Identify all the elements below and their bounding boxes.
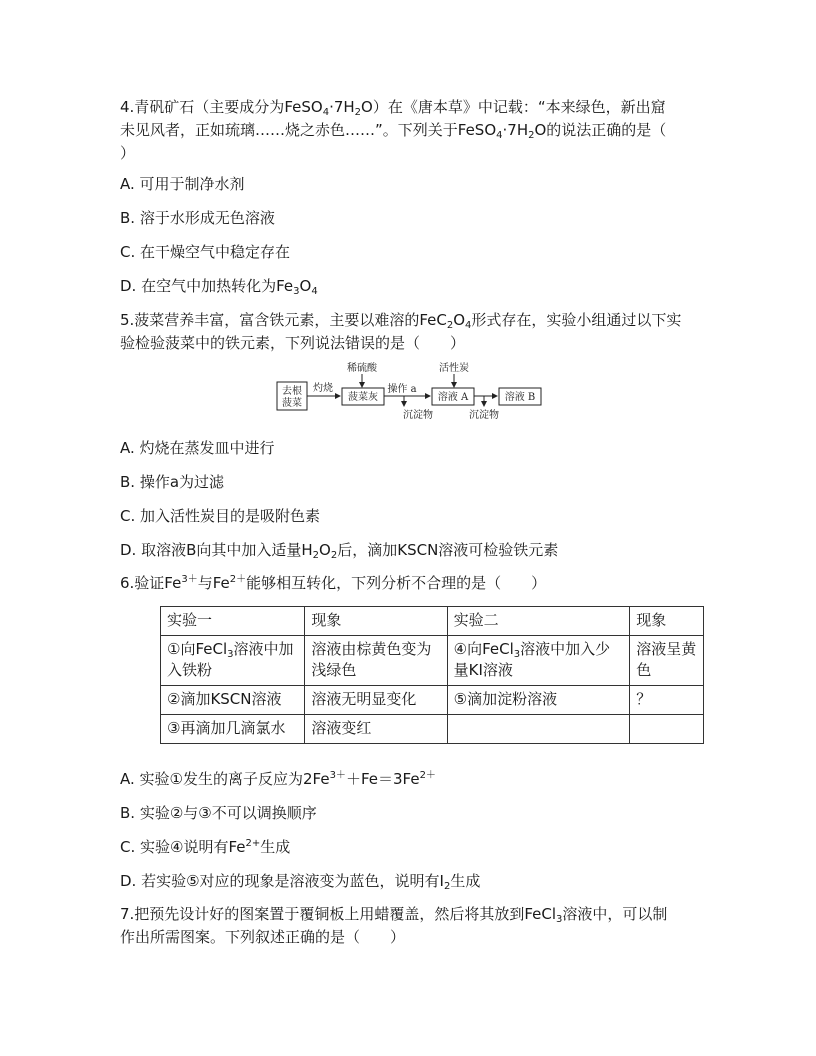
process-flow-diagram (276, 360, 548, 424)
question-5-option-c: C. 加入活性炭目的是吸附色素 (120, 507, 321, 525)
question-4-option-a: A. 可用于制净水剂 (120, 175, 245, 193)
question-4-option-c: C. 在干燥空气中稳定存在 (120, 243, 291, 261)
question-4-line-1: 4.青矾矿石（主要成分为$FeSO_4\cdot 7H_2O$）在《唐本草》中记载：“本来绿色，新出窟 (120, 98, 666, 118)
experiment-table (160, 606, 704, 744)
question-7-line-1: 7.把预先设计好的图案置于覆铜板上用蜡覆盖，然后将其放到FeCl$_3$溶液中，可以制 (120, 905, 668, 925)
table-cell: ⑤滴加淀粉溶液 (447, 686, 630, 715)
table-cell: 溶液无明显变化 (305, 686, 447, 715)
table-row (161, 686, 704, 715)
table-cell: 溶液呈黄色 (630, 636, 704, 686)
question-5-line-2: 验检验菠菜中的铁元素，下列说法错误的是（ ） (120, 334, 466, 352)
table-row (161, 715, 704, 744)
table-header-cell: 现象 (305, 607, 447, 636)
table-cell: ？ (630, 686, 704, 715)
flow-arrow-burn-label: 灼烧 (313, 383, 333, 394)
question-4-option-d: D. 在空气中加热转化为$Fe_3O_4$ (120, 277, 318, 297)
flow-precipitate-1-label: 沉淀物 (403, 410, 433, 421)
table-cell: 溶液变红 (305, 715, 447, 744)
question-6-option-b: B. 实验②与③不可以调换顺序 (120, 804, 317, 822)
table-cell: ③再滴加几滴氯水 (161, 715, 305, 744)
question-4-line-3: ） (120, 144, 136, 162)
table-cell (630, 715, 704, 744)
question-5-option-b: B. 操作a为过滤 (120, 473, 225, 491)
table-header-cell: 实验一 (161, 607, 305, 636)
flow-reagent-sulfuric-acid: 稀硫酸 (347, 363, 377, 374)
flow-box-solution-b-label: 溶液 B (504, 392, 536, 403)
table-cell: ②滴加KSCN溶液 (161, 686, 305, 715)
table-row (161, 636, 704, 686)
flow-box-solution-a-label: 溶液 A (437, 392, 469, 403)
question-4-option-b: B. 溶于水形成无色溶液 (120, 209, 275, 227)
question-4-stem (120, 96, 710, 165)
question-5-stem (120, 309, 710, 355)
question-6-stem: 6.验证$Fe^{3+}$与$Fe^{2+}$能够相互转化，下列分析不合理的是（ ） (120, 574, 547, 592)
question-5-line-1: 5.菠菜营养丰富，富含铁元素，主要以难溶的$FeC_2O_4$形式存在，实验小组通过以下实 (120, 311, 682, 331)
flow-reagent-activated-carbon: 活性炭 (439, 363, 469, 374)
table-cell: ④向FeCl$_3$溶液中加入少量KI溶液 (447, 636, 630, 686)
flow-box-spinach-ash-label: 菠菜灰 (348, 392, 378, 403)
question-6-option-a: A. 实验①发生的离子反应为$2Fe^{3+}+Fe=3Fe^{2+}$ (120, 770, 436, 788)
flow-arrow-operation-a-label: 操作 a (387, 384, 417, 395)
table-cell: ①向FeCl$_3$溶液中加入铁粉 (161, 636, 305, 686)
flow-precipitate-2-label: 沉淀物 (469, 410, 499, 421)
question-7-line-2: 作出所需图案。下列叙述正确的是（ ） (120, 928, 406, 946)
question-5-option-d: D. 取溶液B向其中加入适量$H_2O_2$后，滴加KSCN溶液可检验铁元素 (120, 541, 559, 561)
table-header-row (161, 607, 704, 636)
process-flow-svg (276, 360, 548, 424)
table-header-cell: 实验二 (447, 607, 630, 636)
question-7-stem (120, 903, 710, 949)
question-5-option-a: A. 灼烧在蒸发皿中进行 (120, 439, 275, 457)
table-cell: 溶液由棕黄色变为浅绿色 (305, 636, 447, 686)
table-cell (447, 715, 630, 744)
flow-box-spinach-label-2: 菠菜 (282, 398, 302, 409)
question-6-option-c: C. 实验④说明有$Fe^{2+}$生成 (120, 838, 291, 856)
flow-box-spinach-label-1: 去根 (282, 386, 302, 397)
question-6-option-d: D. 若实验⑤对应的现象是溶液变为蓝色，说明有$I_2$生成 (120, 872, 481, 892)
question-4-line-2: 未见风者，正如琉璃……烧之赤色……”。下列关于$FeSO_4\cdot 7H_2O$的说法正确的是（ (120, 121, 667, 141)
table-header-cell: 现象 (630, 607, 704, 636)
